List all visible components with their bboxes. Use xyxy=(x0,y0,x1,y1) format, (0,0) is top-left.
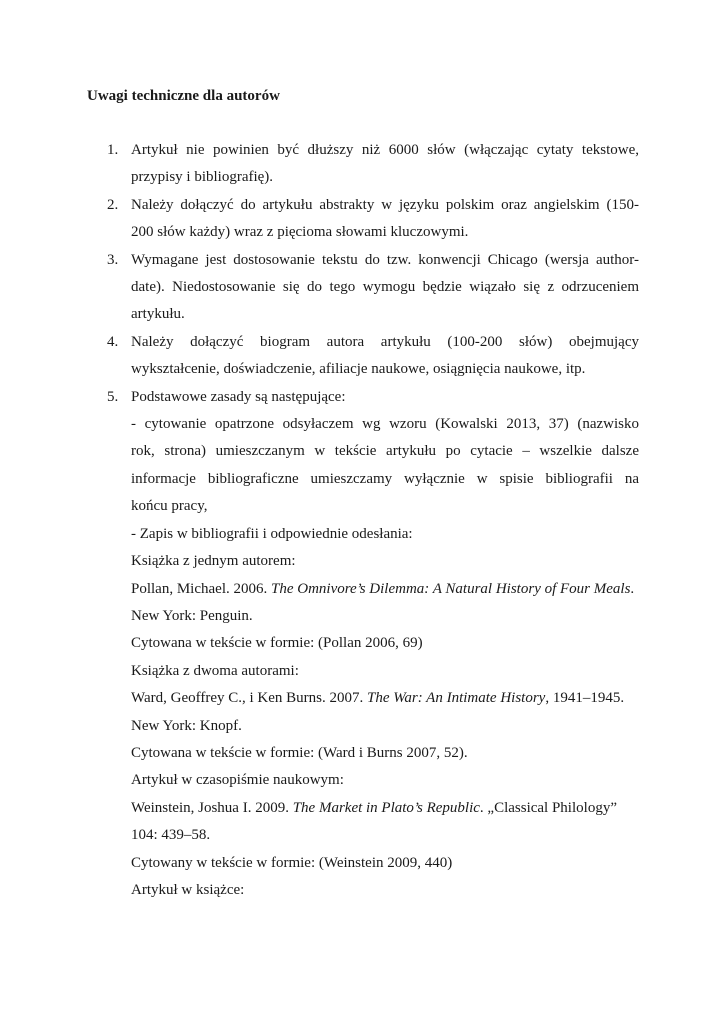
item-intro: Podstawowe zasady są następujące: xyxy=(131,388,346,405)
ref-title: The Market in Plato’s Republic xyxy=(292,799,480,816)
citation-rule-line: końcu pracy, xyxy=(131,498,208,515)
example-heading: Książka z dwoma autorami: xyxy=(131,662,299,679)
text-line: przypisy i bibliografię). xyxy=(131,169,274,186)
ref-prefix: Pollan, Michael. 2006. xyxy=(131,580,271,597)
list-item-number: 5. xyxy=(107,388,119,405)
example-reference xyxy=(131,795,639,822)
text-line: Wymagane jest dostosowanie tekstu do tzw. konwencji Chicago (wersja author- xyxy=(131,251,639,268)
list-item-number: 1. xyxy=(107,142,119,158)
list-item-text xyxy=(131,247,639,329)
list-item-text xyxy=(131,192,639,247)
example-reference-cont: New York: Knopf. xyxy=(131,717,242,734)
ref-prefix: Ward, Geoffrey C., i Ken Burns. 2007. xyxy=(131,690,367,707)
list-item-text xyxy=(131,329,639,384)
example-reference-cont: 104: 439–58. xyxy=(131,827,211,844)
citation-rule-line: informacje bibliograficzne umieszczamy wyłącznie w spisie bibliografii na xyxy=(131,470,639,487)
ref-title: The War: An Intimate History xyxy=(366,690,546,707)
citation-rule-line: - cytowanie opatrzone odsyłaczem wg wzoru (Kowalski 2013, 37) (nazwisko xyxy=(131,416,639,433)
list-item xyxy=(107,384,639,905)
example-heading: Artykuł w czasopiśmie naukowym: xyxy=(131,772,344,789)
page-title: Uwagi techniczne dla autorów xyxy=(87,88,280,104)
text-line: Należy dołączyć biogram autora artykułu (100-200 słów) obejmujący xyxy=(131,333,639,350)
list-item xyxy=(107,137,639,192)
list-item-text xyxy=(131,384,639,905)
list-item-text xyxy=(131,137,639,192)
ref-suffix: . xyxy=(630,580,635,597)
list-item-number: 2. xyxy=(107,196,119,213)
ref-title: The Omnivore’s Dilemma: A Natural History of Four Meals xyxy=(270,580,631,597)
list-item-number: 3. xyxy=(107,251,119,268)
text-line: wykształcenie, doświadczenie, afiliacje naukowe, osiągnięcia naukowe, itp. xyxy=(131,361,586,378)
guidelines-list xyxy=(107,137,639,904)
example-reference xyxy=(131,576,639,603)
text-line: Należy dołączyć do artykułu abstrakty w języku polskim oraz angielskim (150- xyxy=(131,196,639,213)
ref-prefix: Weinstein, Joshua I. 2009. xyxy=(131,799,293,816)
example-heading: Artykuł w książce: xyxy=(131,881,245,898)
example-heading: Książka z jednym autorem: xyxy=(131,553,296,570)
example-citation: Cytowany w tekście w formie: (Weinstein 2009, 440) xyxy=(131,854,453,871)
ref-suffix: , 1941–1945. xyxy=(545,690,625,707)
bibliography-rule: - Zapis w bibliografii i odpowiednie odesłania: xyxy=(131,525,413,542)
list-item xyxy=(107,329,639,384)
example-reference xyxy=(131,685,639,712)
example-citation: Cytowana w tekście w formie: (Ward i Burns 2007, 52). xyxy=(131,744,468,761)
text-line: Artykuł nie powinien być dłuższy niż 6000 słów (włączając cytaty tekstowe, xyxy=(131,142,639,158)
citation-rule-line: rok, strona) umieszczanym w tekście artykułu po cytacie – wszelkie dalsze xyxy=(131,443,639,460)
ref-suffix: . „Classical Philology” xyxy=(479,799,617,816)
example-citation: Cytowana w tekście w formie: (Pollan 2006, 69) xyxy=(131,635,423,652)
text-line: 200 słów każdy) wraz z pięcioma słowami kluczowymi. xyxy=(131,224,469,241)
list-item xyxy=(107,247,639,329)
text-line: date). Niedostosowanie się do tego wymogu będzie wiązało się z odrzuceniem xyxy=(131,279,639,296)
example-reference-cont: New York: Penguin. xyxy=(131,607,253,624)
list-item-number: 4. xyxy=(107,333,119,350)
text-line: artykułu. xyxy=(131,306,185,323)
list-item xyxy=(107,192,639,247)
